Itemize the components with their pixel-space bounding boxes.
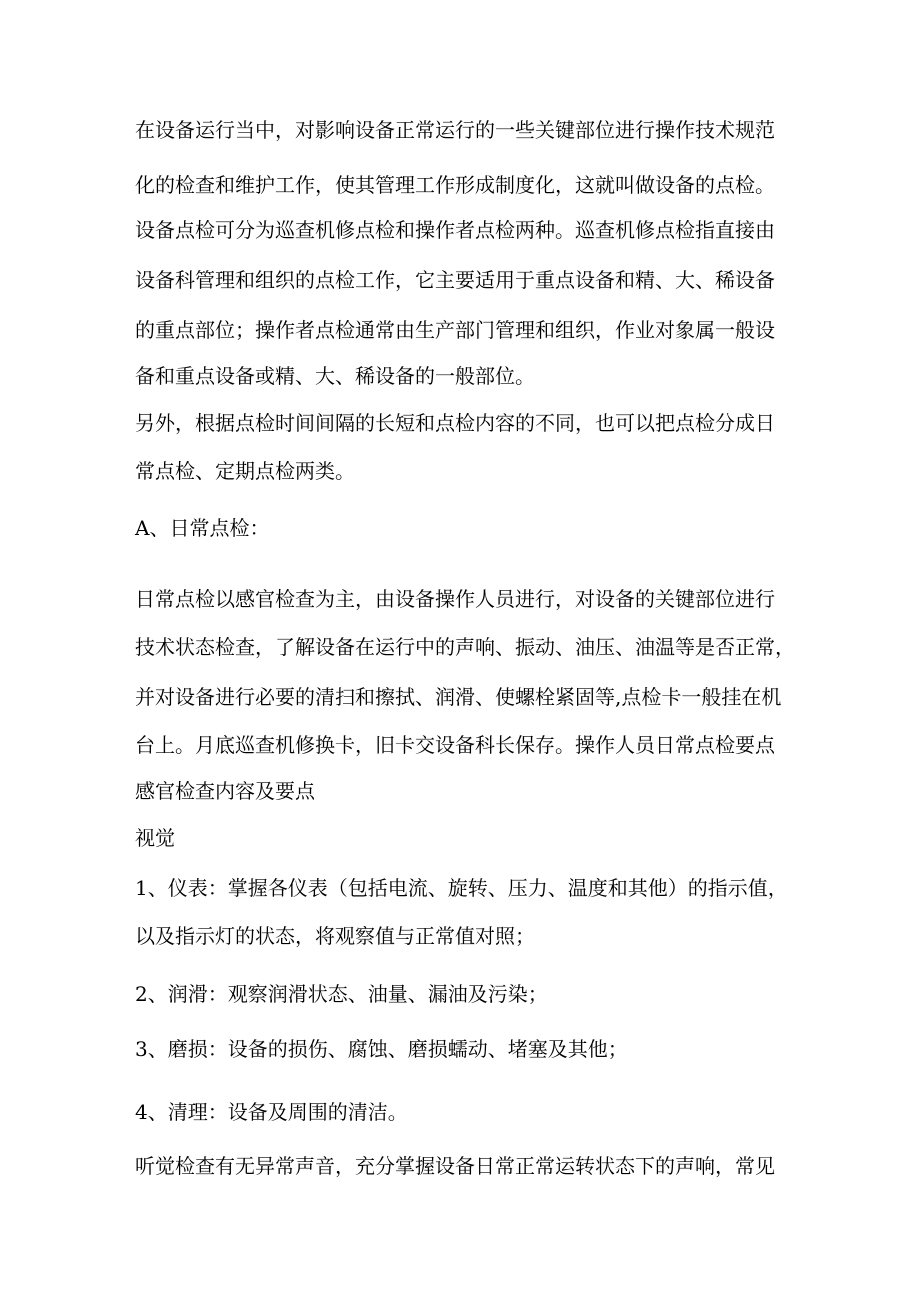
text-line: 台上。月底巡查机修换卡，旧卡交设备科长保存。操作人员日常点检要点 <box>135 733 775 757</box>
text-line: 感官检查内容及要点 <box>135 779 315 803</box>
list-item: 4、清理：设备及周围的清洁。 <box>135 1100 408 1124</box>
text-line: 的重点部位；操作者点检通常由生产部门管理和组织，作业对象属一般设 <box>135 318 775 342</box>
text-line: 设备科管理和组织的点检工作，它主要适用于重点设备和精、大、稀设备 <box>135 268 775 292</box>
text-line: 技术状态检查，了解设备在运行中的声响、振动、油压、油温等是否正常， <box>135 635 795 659</box>
text-line: 在设备运行当中，对影响设备正常运行的一些关键部位进行操作技术规范 <box>135 118 775 142</box>
text-line: 日常点检以感官检查为主，由设备操作人员进行，对设备的关键部位进行 <box>135 587 775 611</box>
text-line: 常点检、定期点检两类。 <box>135 459 355 483</box>
text-line: 另外，根据点检时间间隔的长短和点检内容的不同，也可以把点检分成日 <box>135 411 775 435</box>
text-line: 听觉检查有无异常声音，充分掌握设备日常正常运转状态下的声响，常见 <box>135 1154 775 1178</box>
section-heading: A、日常点检： <box>135 516 270 540</box>
list-item: 2、润滑：观察润滑状态、油量、漏油及污染； <box>135 982 548 1006</box>
text-line: 化的检查和维护工作，使其管理工作形成制度化，这就叫做设备的点检。 <box>135 173 775 197</box>
list-item: 1、仪表：掌握各仪表（包括电流、旋转、压力、温度和其他）的指示值， <box>135 876 788 900</box>
text-line: 设备点检可分为巡查机修点检和操作者点检两种。巡查机修点检指直接由 <box>135 218 775 242</box>
list-item: 3、磨损：设备的损伤、腐蚀、磨损蠕动、堵塞及其他； <box>135 1037 628 1061</box>
subheading: 视觉 <box>135 826 175 850</box>
text-line: 并对设备进行必要的清扫和擦拭、润滑、使螺栓紧固等,点检卡一般挂在机 <box>135 685 782 709</box>
list-item-continuation: 以及指示灯的状态，将观察值与正常值对照； <box>135 924 535 948</box>
text-line: 备和重点设备或精、大、稀设备的一般部位。 <box>135 364 535 388</box>
